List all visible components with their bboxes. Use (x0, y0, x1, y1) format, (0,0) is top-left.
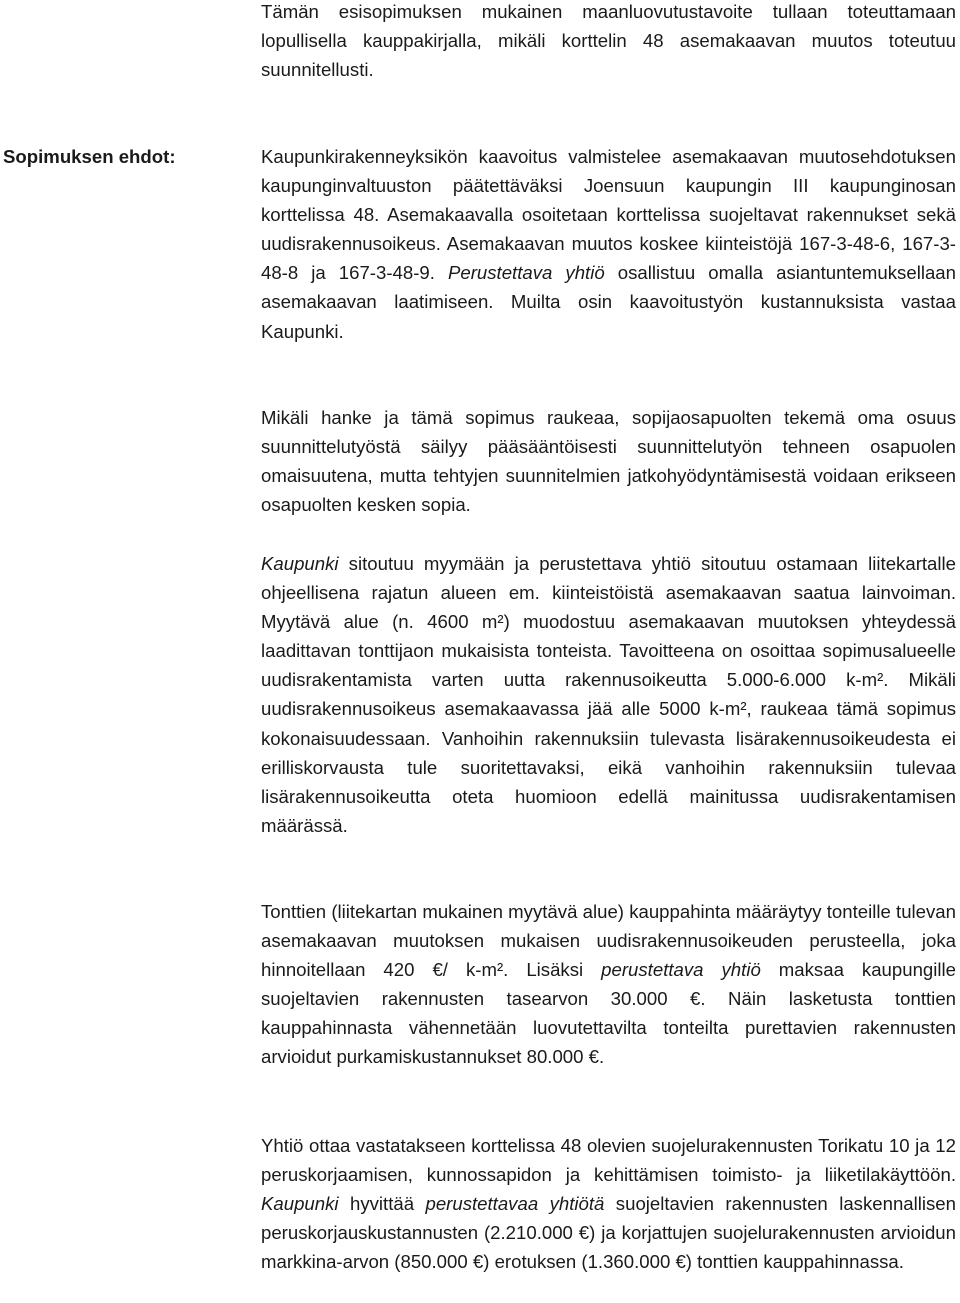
p2-text: Mikäli hanke ja tämä sopimus raukeaa, sopijaosapuolten tekemä oma osuus suunnittelutyöstä säilyy pääsääntöisesti suunnittelutyön tehneen osapuolen omaisuutena, mutta tehtyjen suunnitelmien jatkohyödyntämisestä voidaan erikseen osapuolten kesken sopia. (261, 407, 956, 516)
terms-paragraph-3 (261, 549, 956, 840)
terms-paragraph-1 (261, 142, 956, 346)
terms-paragraph-2 (261, 403, 956, 519)
p5-text-a: Yhtiö ottaa vastatakseen korttelissa 48 olevien suojelurakennusten Torikatu 10 ja 12 peruskorjaamisen, kunnossapidon ja kehittämisen toimisto- ja liiketilakäyttöön. (261, 1135, 956, 1186)
p5-italic-city: Kaupunki (261, 1193, 339, 1215)
terms-paragraph-5 (261, 1131, 956, 1276)
p3-text-b: sitoutuu myymään ja perustettava yhtiö sitoutuu ostamaan liitekartalle ohjeellisena rajatun alueen em. kiinteistöistä asemakaavan saatua lainvoiman. Myytävä alue (n. 4600 m²) muodostuu asemakaavan muutoksen yhteydessä laadittavan tonttijaon mukaisista tonteista. Tavoitteena on osoittaa sopimusalueelle uudisrakentamista varten uutta rakennusoikeutta 5.000-6.000 k-m². Mikäli uudisrakennusoikeus asemakaavassa jää alle 5000 k-m², raukeaa tämä sopimus kokonaisuudessaan. Vanhoihin rakennuksiin tulevasta lisärakennusoikeudesta ei erilliskorvausta tule suoritettavaksi, eikä vanhoihin rakennuksiin tulevaa lisärakennusoikeutta oteta huomioon edellä mainitussa uudisrakentamisen määrässä. (261, 553, 956, 836)
p4-text-a: Tonttien (liitekartan mukainen myytävä alue) kauppahinta määräytyy tonteille tulevan asemakaavan muutoksen mukaisen uudisrakennusoikeuden perusteella, joka hinnoitellaan 420 €/ k-m². Lisäksi (261, 901, 956, 981)
terms-paragraph-4 (261, 897, 956, 1072)
p1-text-c: osallistuu omalla asiantuntemuksellaan asemakaavan laatimiseen. Muilta osin kaavoitustyön kustannuksista vastaa Kaupunki. (261, 262, 956, 342)
p5-text-c: hyvittää (338, 1193, 426, 1215)
intro-paragraph (261, 0, 956, 84)
p4-text-c: maksaa kaupungille suojeltavien rakennusten tasearvon 30.000 €. Näin lasketusta tonttien kauppahinnasta vähennetään luovutettavilta tonteilta purettavien rakennusten arvioidut purkamiskustannukset 80.000 €. (261, 959, 956, 1068)
section-label: Sopimuksen ehdot: (3, 146, 176, 167)
intro-text: Tämän esisopimuksen mukainen maanluovutustavoite tullaan toteuttamaan lopullisella kauppakirjalla, mikäli korttelin 48 asemakaavan muutos toteutuu suunnitellusti. (261, 1, 956, 81)
p1-italic-company: Perustettava yhtiö (447, 262, 605, 284)
p3-italic-city: Kaupunki (261, 553, 339, 574)
p5-text-e: suojeltavien rakennusten laskennallisen peruskorjauskustannusten (2.210.000 €) ja korjattujen suojelurakennusten arvioidun markkina-arvon (850.000 €) erotuksen (1.360.000 €) tonttien kauppahinnassa. (261, 1193, 956, 1273)
p5-italic-company: perustettavaa yhtiötä (425, 1193, 605, 1215)
p1-text-a: Kaupunkirakenneyksikön kaavoitus valmistelee asemakaavan muutosehdotuksen kaupunginvaltuuston päätettäväksi Joensuun kaupungin III kaupunginosan korttelissa 48. Asemakaavalla osoitetaan korttelissa suojeltavat rakennukset sekä uudisrakennusoikeus. Asemakaavan muutos koskee kiinteistöjä 167-3-48-6, 167-3-48-8 ja 167-3-48-9. (261, 146, 956, 284)
p4-italic-company: perustettava yhtiö (601, 959, 761, 981)
